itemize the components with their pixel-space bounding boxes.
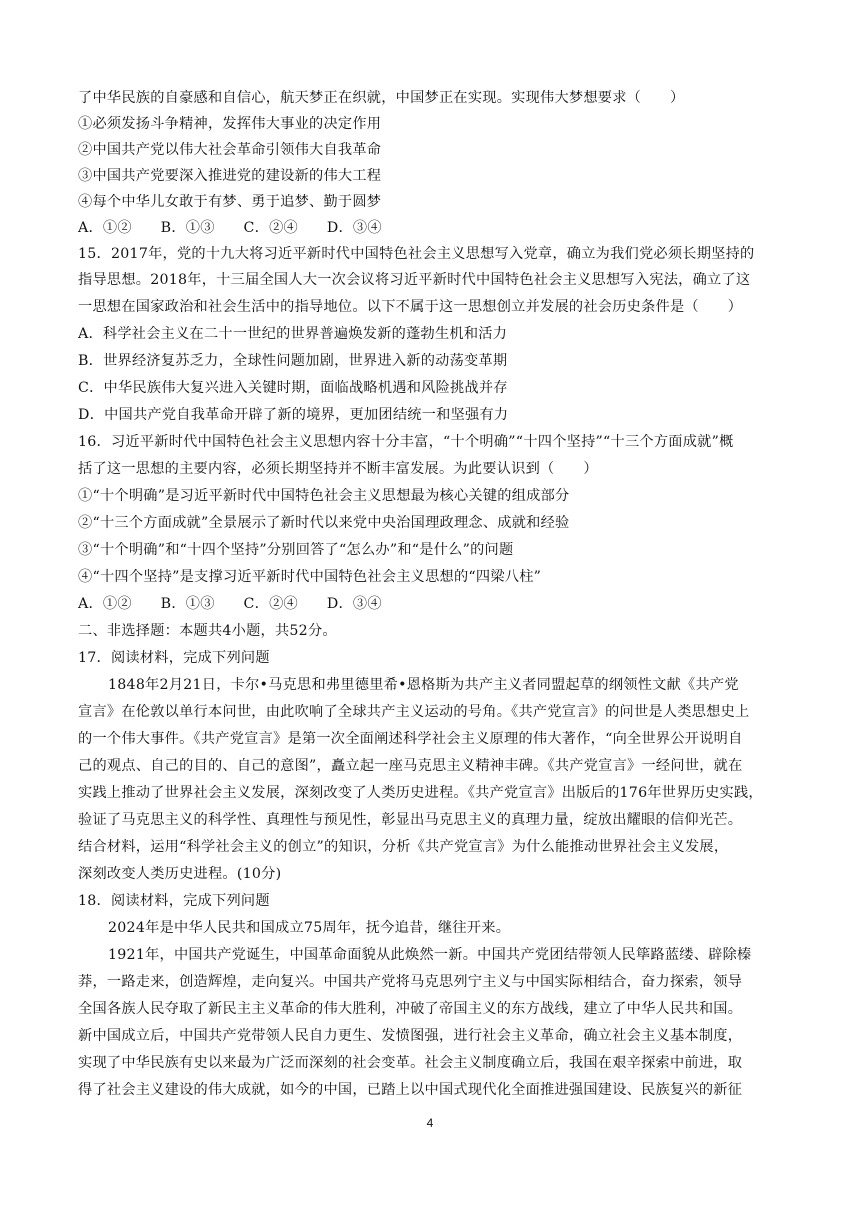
text-line: ④每个中华儿女敢于有梦、勇于追梦、勤于圆梦	[78, 194, 382, 210]
text-line: ①“十个明确”是习近平新时代中国特色社会主义思想最为核心关键的组成部分	[78, 488, 570, 504]
text-line: 全国各族人民夺取了新民主主义革命的伟大胜利，冲破了帝国主义的东方战线，建立了中华人民共和国。	[78, 1001, 743, 1017]
question-17: 17．阅读材料，完成下列问题	[78, 650, 270, 666]
text-line: 深刻改变人类历史进程。(10分)	[78, 866, 282, 882]
text-line: 1848年2月21日，卡尔•马克思和弗里德里希•恩格斯为共产主义者同盟起草的纲领性文献《共产党	[108, 677, 739, 693]
text-line: ④“十四个坚持”是支撑习近平新时代中国特色社会主义思想的“四梁八柱”	[78, 569, 542, 585]
stem-line: 了中华民族的自豪感和自信心，航天梦正在织就，中国梦正在实现。实现伟大梦想要求（ ）	[78, 90, 685, 106]
text-line: 的一个伟大事件。《共产党宣言》是第一次全面阐述科学社会主义原理的伟大著作，“向全世界公开说明自	[78, 731, 743, 747]
text-line: 一思想在国家政治和社会生活中的指导地位。以下不属于这一思想创立并发展的社会历史条件是（ ）	[78, 299, 743, 315]
text-line: ①必须发扬斗争精神，发挥伟大事业的决定作用	[78, 116, 382, 132]
text-line: D．中国共产党自我革命开辟了新的境界，更加团结统一和坚强有力	[78, 407, 509, 423]
text-line: C．中华民族伟大复兴进入关键时期，面临战略机遇和风险挑战并存	[78, 380, 508, 396]
text-line: ③中国共产党要深入推进党的建设新的伟大工程	[78, 168, 382, 184]
text-line: ③“十个明确”和“十四个坚持”分别回答了“怎么办”和“是什么”的问题	[78, 542, 514, 558]
text-line: 1921年，中国共产党诞生，中国革命面貌从此焕然一新。中国共产党团结带领人民筚路蓝缕、辟除榛	[108, 947, 752, 963]
question-16: 16．习近平新时代中国特色社会主义思想内容十分丰富，“十个明确”“十四个坚持”“十三个方面成就”概	[78, 434, 734, 450]
text-line: 指导思想。2018年，十三届全国人大一次会议将习近平新时代中国特色社会主义思想写入宪法，确立了这	[78, 272, 751, 288]
answer-options-16: A．①② B．①③ C．②④ D．③④	[78, 596, 382, 612]
text-line: A．科学社会主义在二十一世纪的世界普遍焕发新的蓬勃生机和活力	[78, 326, 508, 342]
question-18: 18．阅读材料，完成下列问题	[78, 893, 270, 909]
page-number: 4	[426, 1116, 434, 1130]
text-line: 宣言》在伦敦以单行本问世，由此吹响了全球共产主义运动的号角。《共产党宣言》的问世是人类思想史上	[78, 704, 750, 720]
answer-options-14: A．①② B．①③ C．②④ D．③④	[78, 220, 382, 236]
text-line: 实现了中华民族有史以来最为广泛而深刻的社会变革。社会主义制度确立后，我国在艰辛探索中前进，取	[78, 1055, 743, 1071]
text-line: 验证了马克思主义的科学性、真理性与预见性，彰显出马克思主义的真理力量，绽放出耀眼的信仰光芒。	[78, 812, 743, 828]
text-line: ②“十三个方面成就”全景展示了新时代以来党中央治国理政理念、成就和经验	[78, 515, 570, 531]
text-line: B．世界经济复苏乏力，全球性问题加剧，世界进入新的动荡变革期	[78, 353, 508, 369]
text-line: 实践上推动了世界社会主义发展，深刻改变了人类历史进程。《共产党宣言》出版后的176年世界历史实践，	[78, 785, 763, 801]
question-15: 15．2017年，党的十九大将习近平新时代中国特色社会主义思想写入党章，确立为我们党必须长期坚持的	[78, 246, 755, 262]
text-line: ②中国共产党以伟大社会革命引领伟大自我革命	[78, 142, 382, 158]
text-line: 莽，一路走来，创造辉煌，走向复兴。中国共产党将马克思列宁主义与中国实际相结合，奋力探索，领导	[78, 974, 743, 990]
text-line: 括了这一思想的主要内容，必须长期坚持并不断丰富发展。为此要认识到（ ）	[78, 461, 598, 477]
text-line: 得了社会主义建设的伟大成就，如今的中国，已踏上以中国式现代化全面推进强国建设、民族复兴的新征	[78, 1082, 743, 1098]
text-line: 己的观点、自己的目的、自己的意图”，矗立起一座马克思主义精神丰碑。《共产党宣言》一经问世，就在	[78, 758, 743, 774]
text-line: 2024年是中华人民共和国成立75周年，抚今追昔，继往开来。	[108, 920, 511, 936]
text-line: 结合材料，运用“科学社会主义的创立”的知识，分析《共产党宣言》为什么能推动世界社会主义发展，	[78, 839, 729, 855]
text-line: 新中国成立后，中国共产党带领人民自力更生、发愤图强，进行社会主义革命，确立社会主义基本制度，	[78, 1028, 743, 1044]
section-heading: 二、非选择题：本题共4小题，共52分。	[78, 623, 337, 639]
